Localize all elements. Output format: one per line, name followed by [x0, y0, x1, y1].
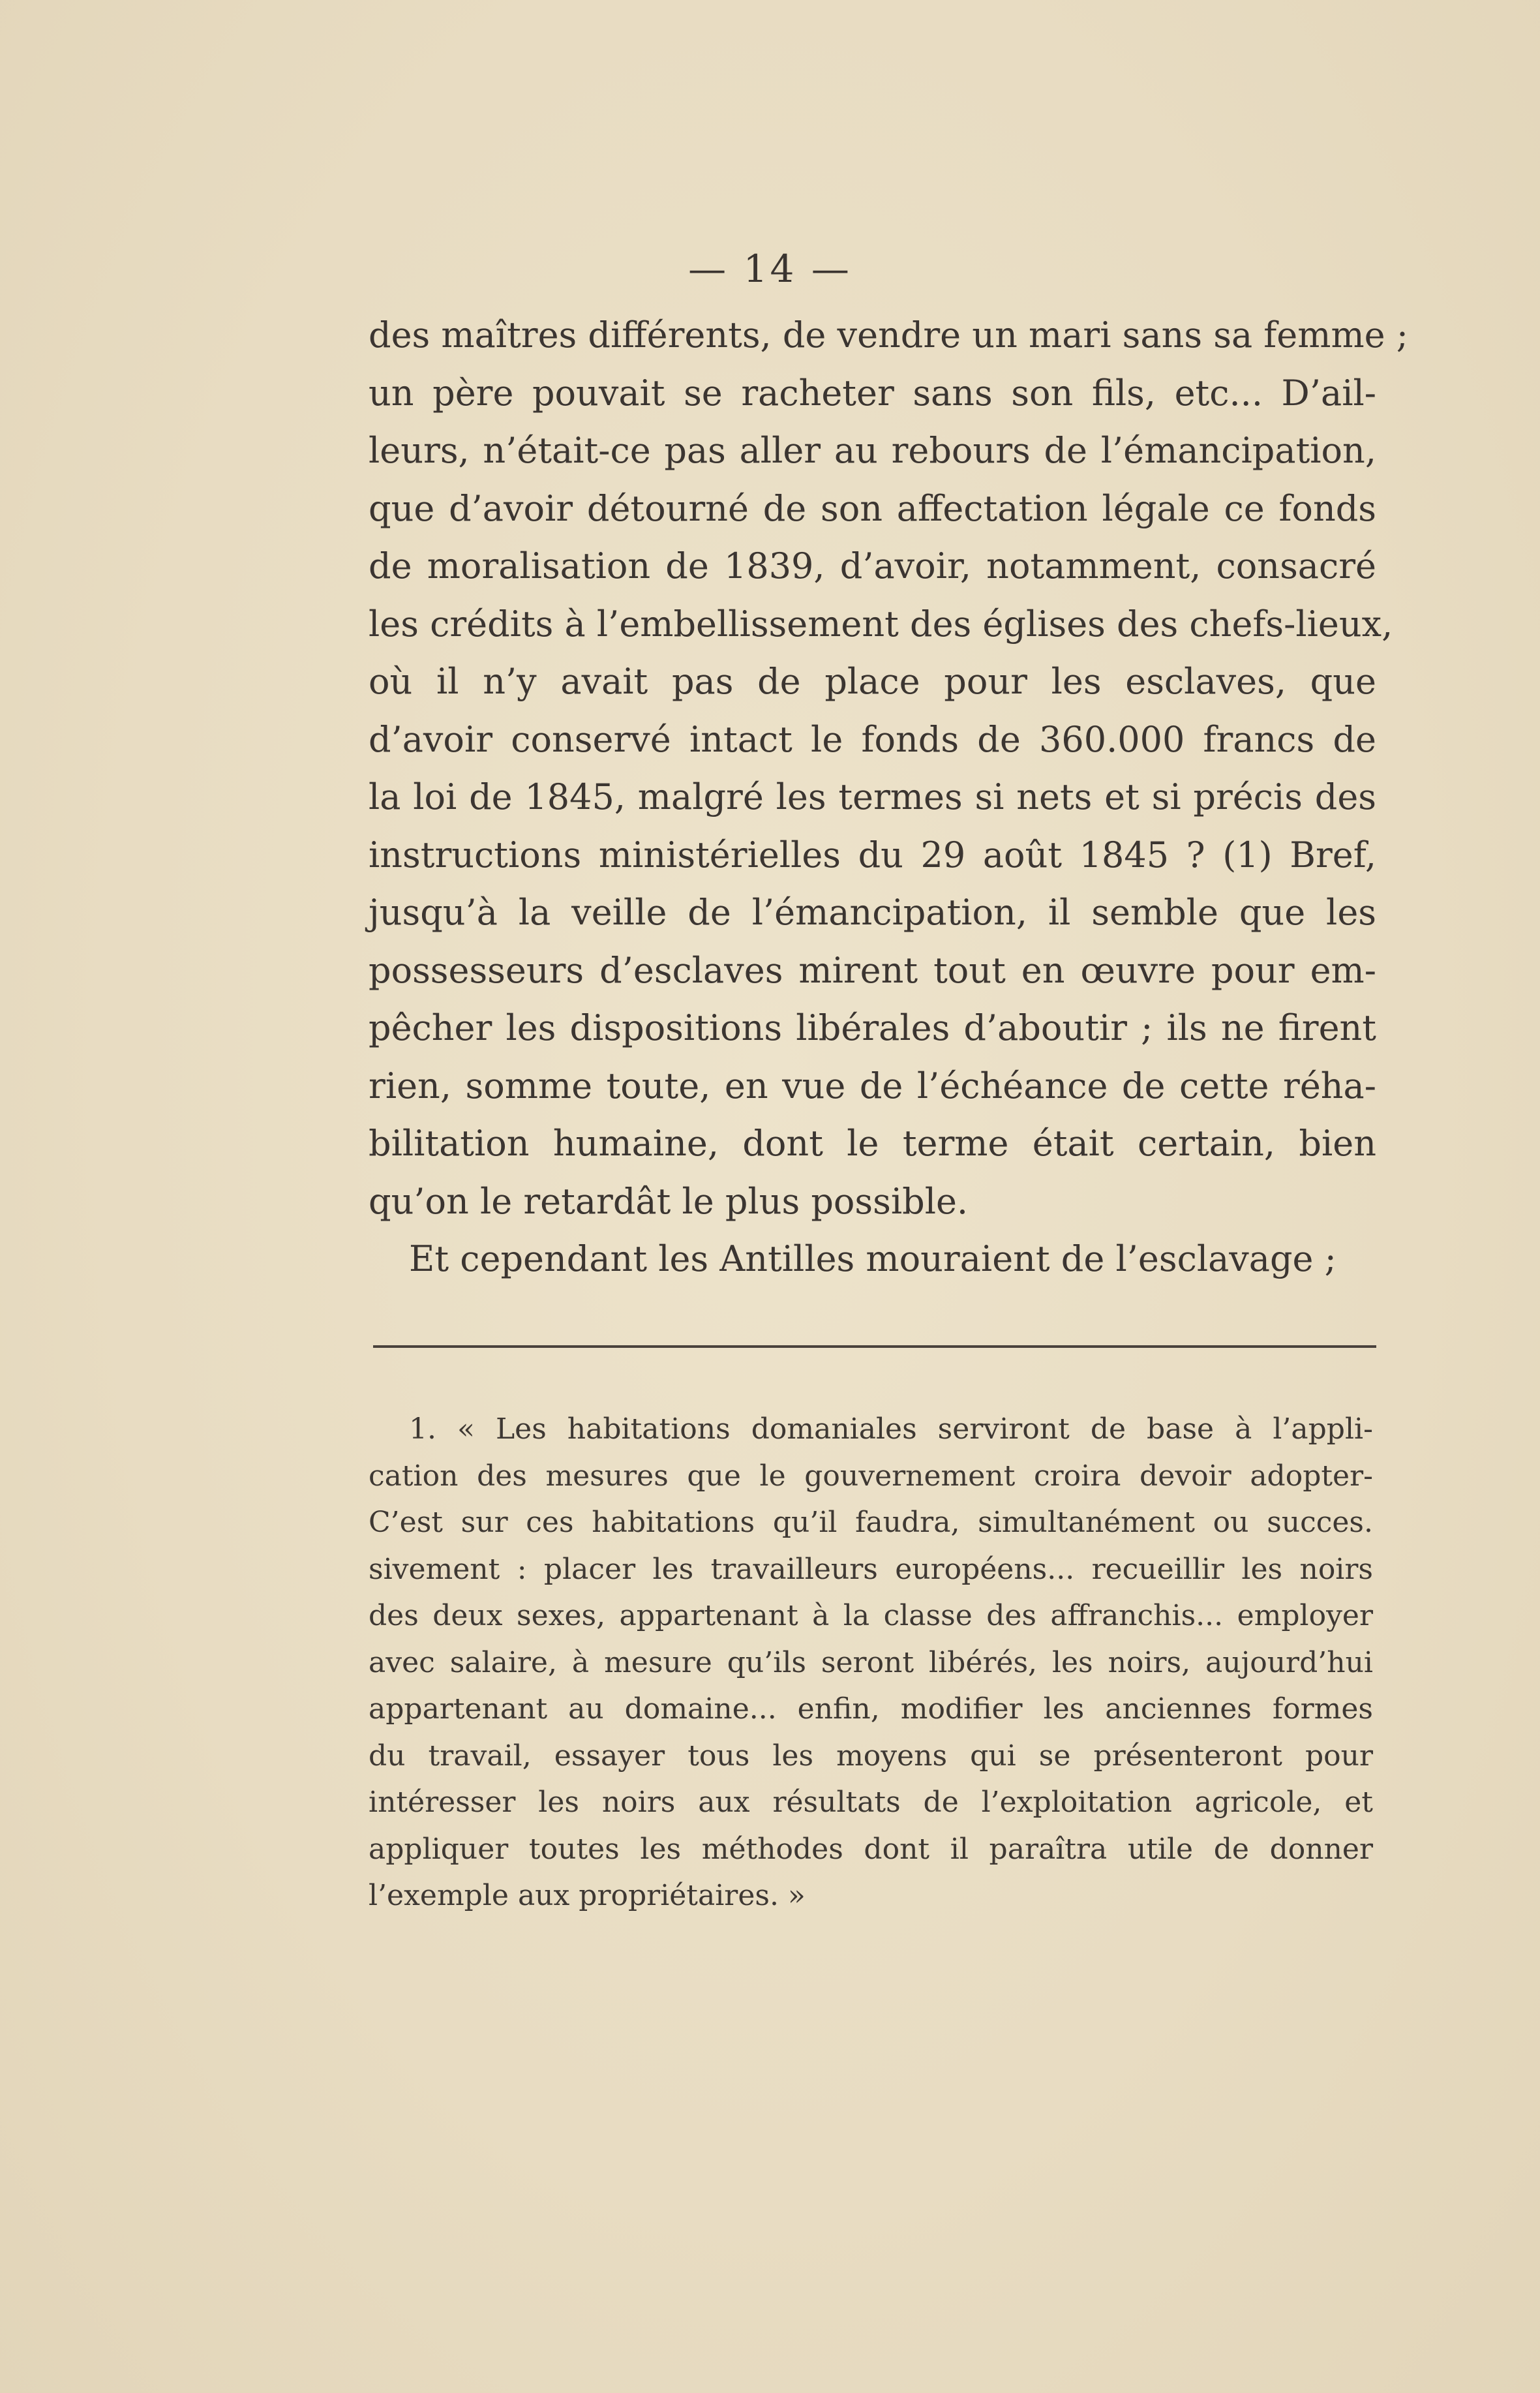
footnote-line: intéresser les noirs aux résultats de l’exploitation agricole, et	[369, 1786, 1373, 1819]
footnote	[369, 1406, 1373, 1919]
body-line: des maîtres différents, de vendre un mari sans sa femme ;	[369, 314, 1408, 356]
footnote-line: des deux sexes, appartenant à la classe des affranchis... employer	[369, 1599, 1373, 1632]
body-line: que d’avoir détourné de son affectation légale ce fonds	[369, 487, 1376, 529]
body-line: leurs, n’était-ce pas aller au rebours de l’émancipation,	[369, 430, 1376, 471]
footnote-line: appliquer toutes les méthodes dont il paraîtra utile de donner	[369, 1832, 1373, 1866]
body-line: bilitation humaine, dont le terme était certain, bien	[369, 1123, 1376, 1164]
footnote-line: appartenant au domaine... enfin, modifier les anciennes formes	[369, 1692, 1373, 1726]
footnote-line: cation des mesures que le gouvernement croira devoir adopter-	[369, 1459, 1373, 1493]
body-line: où il n’y avait pas de place pour les esclaves, que	[369, 661, 1376, 702]
body-line: un père pouvait se racheter sans son fils, etc... D’ail-	[369, 372, 1376, 414]
body-line-paragraph-start: Et cependant les Antilles mouraient de l’esclavage ;	[409, 1238, 1336, 1279]
footnote-line: C’est sur ces habitations qu’il faudra, simultanément ou succes.	[369, 1506, 1373, 1539]
body-line: instructions ministérielles du 29 août 1845 ? (1) Bref,	[369, 834, 1376, 876]
body-line: de moralisation de 1839, d’avoir, notamment, consacré	[369, 545, 1376, 587]
footnote-separator-rule	[373, 1345, 1376, 1348]
footnote-line: l’exemple aux propriétaires. »	[369, 1879, 806, 1912]
body-line: possesseurs d’esclaves mirent tout en œuvre pour em-	[369, 949, 1376, 991]
body-paragraph	[369, 307, 1408, 1288]
body-line: la loi de 1845, malgré les termes si nets et si précis des	[369, 776, 1376, 817]
page-number: — 14 —	[688, 247, 852, 291]
body-line: jusqu’à la veille de l’émancipation, il semble que les	[369, 892, 1376, 933]
body-line: rien, somme toute, en vue de l’échéance de cette réha-	[369, 1065, 1376, 1106]
body-line: d’avoir conservé intact le fonds de 360.000 francs de	[369, 718, 1376, 760]
footnote-line: sivement : placer les travailleurs européens... recueillir les noirs	[369, 1552, 1373, 1586]
footnote-line: du travail, essayer tous les moyens qui se présenteront pour	[369, 1739, 1373, 1773]
body-line: pêcher les dispositions libérales d’aboutir ; ils ne firent	[369, 1007, 1376, 1048]
body-line: qu’on le retardât le plus possible.	[369, 1180, 969, 1222]
body-line: les crédits à l’embellissement des églises des chefs-lieux,	[369, 603, 1393, 645]
footnote-line: 1. « Les habitations domaniales serviront de base à l’appli-	[409, 1412, 1373, 1446]
footnote-line: avec salaire, à mesure qu’ils seront libérés, les noirs, aujourd’hui	[369, 1645, 1373, 1679]
